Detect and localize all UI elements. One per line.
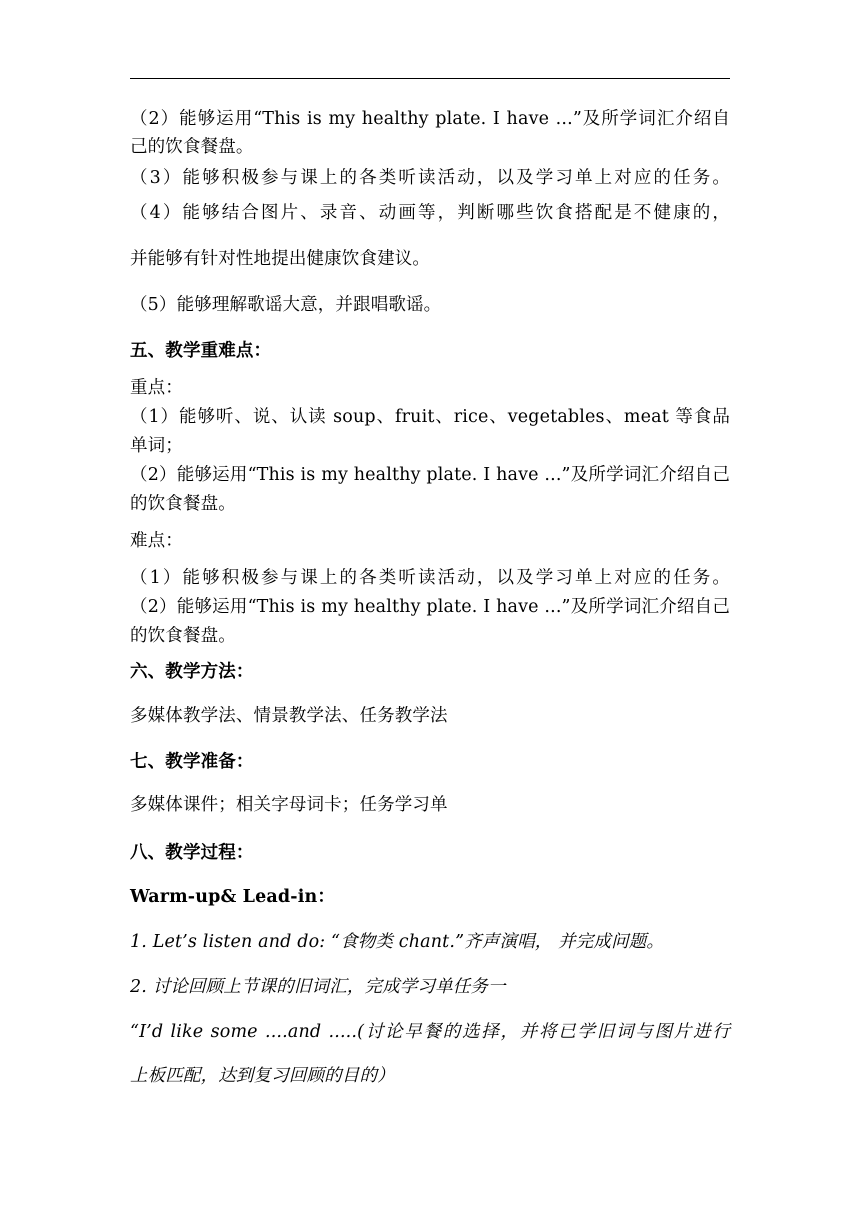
objective-3: （3）能够积极参与课上的各类听读活动，以及学习单上对应的任务。 <box>130 168 730 188</box>
step-1: 1. Let’s listen and do: “食物类 chant.”齐声演唱， 并完成问题。 <box>130 932 665 952</box>
section-8-heading: 八、教学过程： <box>130 843 254 863</box>
objective-4-line-1: （4）能够结合图片、录音、动画等，判断哪些饮食搭配是不健康的， <box>130 203 730 223</box>
section-6-heading: 六、教学方法： <box>130 662 254 682</box>
teaching-methods: 多媒体教学法、情景教学法、任务教学法 <box>130 706 448 726</box>
objective-5: （5）能够理解歌谣大意，并跟唱歌谣。 <box>130 295 442 315</box>
step-2-detail-line-1: “I’d like some ....and .....(讨论早餐的选择，并将已学旧词与图片进行 <box>130 1022 730 1042</box>
objective-2-line-2: 己的饮食餐盘。 <box>130 137 254 157</box>
difficult-point-2-line-2: 的饮食餐盘。 <box>130 626 236 646</box>
teaching-preparation: 多媒体课件；相关字母词卡；任务学习单 <box>130 795 448 815</box>
key-points-label: 重点： <box>130 378 183 398</box>
key-point-1-line-2: 单词； <box>130 436 183 456</box>
warmup-heading: Warm-up& Lead-in： <box>130 887 336 907</box>
section-5-heading: 五、教学重难点： <box>130 341 272 361</box>
header-rule <box>130 78 730 79</box>
key-point-2-line-2: 的饮食餐盘。 <box>130 494 236 514</box>
objective-2-line-1: （2）能够运用“This is my healthy plate. I have ...”及所学词汇介绍自 <box>130 109 730 129</box>
step-2-detail-line-2: 上板匹配，达到复习回顾的目的） <box>130 1066 395 1086</box>
key-point-2-line-1: （2）能够运用“This is my healthy plate. I have ...”及所学词汇介绍自己 <box>130 465 730 485</box>
step-2: 2. 讨论回顾上节课的旧词汇，完成学习单任务一 <box>130 977 506 997</box>
difficult-point-1: （1）能够积极参与课上的各类听读活动，以及学习单上对应的任务。 <box>130 568 730 588</box>
objective-4-line-2: 并能够有针对性地提出健康饮食建议。 <box>130 249 431 269</box>
section-7-heading: 七、教学准备： <box>130 752 254 772</box>
key-point-1-line-1: （1）能够听、说、认读 soup、fruit、rice、vegetables、meat 等食品 <box>130 407 730 427</box>
difficult-point-2-line-1: （2）能够运用“This is my healthy plate. I have ...”及所学词汇介绍自己 <box>130 597 730 617</box>
difficult-points-label: 难点： <box>130 531 183 551</box>
